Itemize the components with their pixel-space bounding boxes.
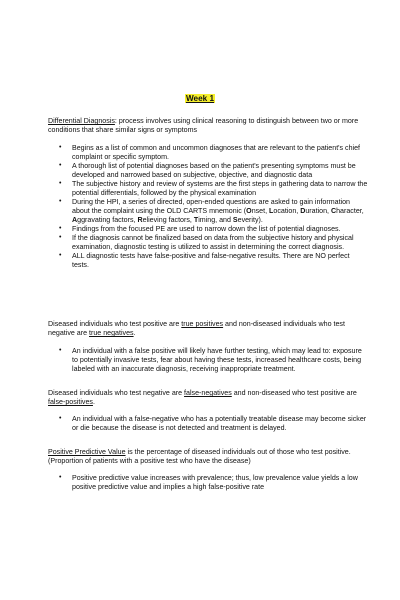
paragraph-text: .: [133, 329, 136, 337]
mnemonic-word: everity).: [237, 215, 263, 224]
list-item: [56, 180, 368, 198]
list-item-text: Positive predictive value increases with prevalence; thus, low prevalence value yields a low positive predictive value and implies a high false-positive rate: [72, 474, 358, 491]
mnemonic-word: uration,: [305, 206, 331, 215]
differential-diagnosis-term: Differential Diagnosis: [48, 117, 115, 125]
differential-diagnosis-text: : process involves using clinical reasoning to distinguish between two or more conditions that share similar signs or symptoms: [48, 117, 359, 134]
false-positive-list: [56, 347, 368, 374]
title-wrap: [0, 88, 400, 106]
true-negatives-term: true negatives: [89, 329, 134, 337]
list-item-text: A thorough list of potential diagnoses based on the patient's presenting symptoms must be developed and narrowed based on subjective, objective, and diagnostic data: [72, 162, 356, 179]
mnemonic-letter: O: [246, 206, 252, 215]
list-item-text: The subjective history and review of systems are the first steps in gathering data to narrow the potential differentials, followed by the physical examination: [72, 180, 368, 197]
mnemonic-letter: C: [330, 206, 337, 215]
list-item-text: An individual with a false-negative who has a potentially treatable disease may become sicker or die because the disease is not detected and treatment is delayed.: [72, 415, 367, 432]
mnemonic-word: ggravating factors,: [77, 215, 138, 224]
differential-diagnosis-list: [56, 144, 368, 270]
bullet-icon: •: [59, 415, 62, 422]
mnemonic-word: iming, and: [198, 215, 233, 224]
mnemonic-letter: D: [300, 206, 306, 215]
week-title: Week 1: [185, 94, 215, 103]
mnemonic-word: ocation,: [273, 206, 301, 215]
paragraph-text: Diseased individuals who test positive are: [48, 320, 182, 328]
mnemonic-letter: R: [137, 215, 143, 224]
bullet-icon: •: [59, 252, 62, 259]
list-item: [56, 225, 368, 234]
mnemonic-letter: L: [269, 206, 274, 215]
mnemonic-letter: A: [72, 215, 78, 224]
bullet-icon: •: [59, 162, 62, 169]
list-item: [56, 144, 368, 162]
false-negatives-term: false-negatives: [184, 389, 232, 397]
false-positives-term: false-positives: [48, 398, 93, 406]
ppv-term: Positive Predictive Value: [48, 448, 126, 456]
mnemonic-word: haracter,: [336, 206, 364, 215]
true-positives-term: true positives: [181, 320, 224, 328]
list-item-text: An individual with a false positive will likely have further testing, which may lead to: exposure to potentially invasive tests, fear about having these tests, increased healthcare costs, being labeled with an inaccurate diagnosis, receiving inappropriate treatment.: [72, 347, 362, 373]
bullet-icon: •: [59, 198, 62, 205]
list-item: [56, 234, 368, 252]
mnemonic-letter: T: [193, 215, 199, 224]
paragraph-text: and non-diseased individuals who test negative are: [48, 320, 345, 337]
ppv-list: [56, 474, 368, 492]
paragraph-text: Diseased individuals who test negative are: [48, 389, 185, 397]
list-item-text: If the diagnosis cannot be finalized based on data from the subjective history and physical examination, diagnostic testing is utilized to assist in determining the correct diagnosis.: [72, 234, 354, 251]
bullet-icon: •: [59, 180, 62, 187]
list-item: [56, 415, 368, 433]
list-item-oldcarts: [56, 198, 368, 225]
differential-diagnosis-definition: [48, 117, 368, 135]
false-results-paragraph: [48, 389, 368, 407]
bullet-icon: •: [59, 474, 62, 481]
mnemonic-letter: S: [232, 215, 238, 224]
bullet-icon: •: [59, 347, 62, 354]
list-item: [56, 252, 368, 270]
paragraph-text: .: [92, 398, 95, 406]
bullet-icon: •: [59, 234, 62, 241]
list-item: [56, 347, 368, 374]
bullet-icon: •: [59, 144, 62, 151]
oldcarts-lead: During the HPI, a series of directed, open-ended questions are asked to gain information about the complaint using the OLD CARTS mnemonic (: [72, 198, 351, 215]
list-item-text: Findings from the focused PE are used to narrow down the list of potential diagnoses.: [72, 224, 341, 233]
false-negative-list: [56, 415, 368, 433]
list-item-text: ALL diagnostic tests have false-positive and false-negative results. There are NO perfect tests.: [72, 252, 350, 269]
paragraph-text: and non-diseased who test positive are: [231, 389, 357, 397]
true-results-paragraph: [48, 320, 368, 338]
list-item: [56, 474, 368, 492]
mnemonic-word: elieving factors,: [142, 215, 194, 224]
ppv-text: is the percentage of diseased individuals out of those who test positive. (Proportion of patients with a positive test who have the disease): [48, 448, 351, 465]
list-item: [56, 162, 368, 180]
ppv-definition: [48, 448, 368, 466]
bullet-icon: •: [59, 224, 62, 232]
mnemonic-word: nset,: [251, 206, 270, 215]
list-item-text: Begins as a list of common and uncommon diagnoses that are relevant to the patient's chief complaint or specific symptom.: [72, 144, 361, 161]
